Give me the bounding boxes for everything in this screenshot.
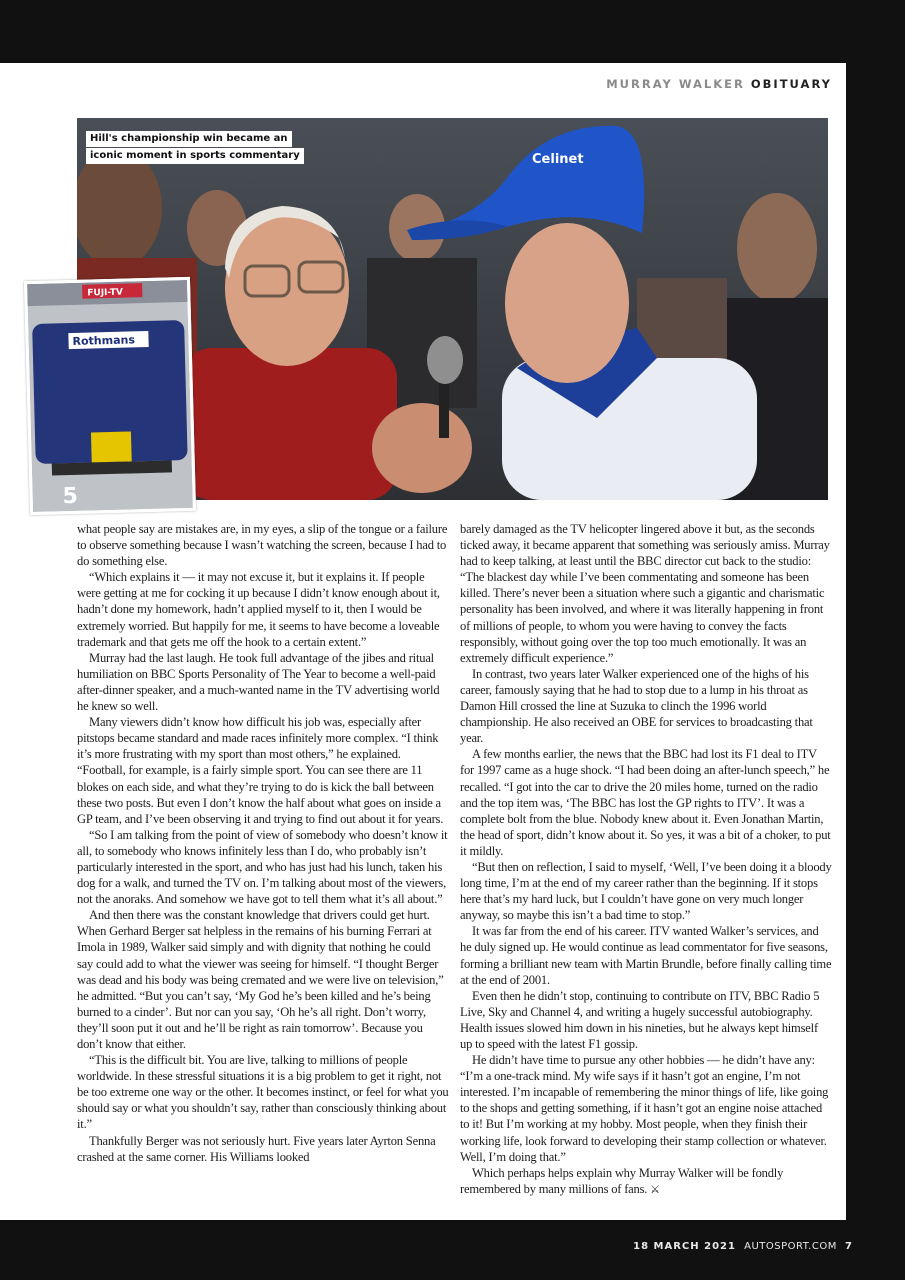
page-number: 7 xyxy=(845,1241,853,1252)
article-column-right xyxy=(460,521,832,1198)
article-paragraph: Thankfully Berger was not seriously hurt. Five years later Ayrton Senna crashed at the same corner. His Williams looked xyxy=(77,1133,436,1164)
microphone-head xyxy=(427,336,463,384)
inset-photo xyxy=(24,277,196,515)
car-sponsor-yellow xyxy=(91,431,132,462)
article-paragraph: Even then he didn’t stop, continuing to contribute on ITV, BBC Radio 5 Live, Sky and Channel 4, and writing a hugely successful autobiography. Health issues slowed him down in his nineties, but he always kept himself up to speed with the latest F1 gossip. xyxy=(460,988,820,1051)
magazine-page xyxy=(0,63,846,1220)
page-footer xyxy=(633,1241,853,1252)
article-paragraph: It was far from the end of his career. ITV wanted Walker’s services, and he duly signed up. He would continue as lead commentator for five seasons, forming a brilliant new team with Martin Brundle, before finally calling time at the end of 2001. xyxy=(460,924,832,987)
issue-date: 18 MARCH 2021 xyxy=(633,1241,736,1252)
end-mark-icon: ⚔ xyxy=(650,1182,660,1196)
article-paragraph: “But then on reflection, I said to myself, ‘Well, I’ve been doing it a bloody long time, I’m at the end of my career rather than the beginning. If it stops here that’s my hard luck, but I couldn’t have gone on very much longer anyway, so maybe this isn’t a bad time to stop.” xyxy=(460,859,832,923)
hand xyxy=(372,403,472,493)
car-sponsor-text: Rothmans xyxy=(72,333,136,348)
article-paragraph xyxy=(460,1165,832,1198)
photo-caption xyxy=(86,131,304,165)
caption-line: Hill's championship win became an xyxy=(86,131,292,147)
article-paragraph: And then there was the constant knowledge that drivers could get hurt. When Gerhard Berger sat helpless in the remains of his burning Ferrari at Imola in 1989, Walker said simply and with dignity that nothing he could say could add to what the viewer was seeing for himself. “I thought Berger was dead and his body was being cremated and we were live on television,” he admitted. “But you can’t say, ‘My God he’s been killed and he’s being burned to a cinder’. But nor can you say, ‘Oh he’s all right. Don’t worry, they’ll soon put it out and he’ll be right as rain tomorrow’. Because you don’t know that either. xyxy=(77,908,444,1051)
blue-cap xyxy=(412,126,644,233)
article-paragraph: Many viewers didn’t know how difficult his job was, especially after pitstops became standard and made races infinitely more complex. “I think it’s more frustrating with my sport than most others,” he explained. “Football, for example, is a fairly simple sport. You can see there are 11 blokes on each side, and what they’re trying to do is kick the ball between these two posts. But even I don’t know the half about what goes on inside a GP team, and I’ve been observing it and trying to find out about it for years. xyxy=(77,715,444,826)
section-header xyxy=(606,77,832,91)
red-shirt xyxy=(182,348,397,500)
header-name: MURRAY WALKER xyxy=(606,77,745,91)
article-column-left xyxy=(77,521,449,1165)
article-paragraph: He didn’t have time to pursue any other hobbies — he didn’t have any: “I’m a one-track mind. My wife says if it hasn’t got an engine, I’m not interested. I’m incapable of remembering the minor things of life, like going to the shops and getting something, if it hasn’t got an engine noise attached to it! But I’m working at my hobby. Most people, when they finish their working life, look forward to developing their stamp collection or whatever. Well, I’m doing that.” xyxy=(460,1053,829,1164)
article-paragraph: barely damaged as the TV helicopter lingered above it but, as the seconds ticked away, it became apparent that something was seriously amiss. Murray had to keep talking, at least until the BBC director cut back to the studio: “The blackest day while I’ve been commentating and someone has been killed. There’s never been a situation where such a gigantic and charismatic personality has been involved, and where it was literally happening in front of millions of people, to whom you were having to convey the facts responsibly, without going over the top too much emotionally. It was an extremely difficult experience.” xyxy=(460,522,830,665)
article-paragraph: Murray had the last laugh. He took full advantage of the jibes and ritual humiliation on BBC Sports Personality of The Year to become a well-paid after-dinner speaker, and a much-wanted name in the TV advertising world he knew so well. xyxy=(77,650,440,714)
article-paragraph: In contrast, two years later Walker experienced one of the highs of his career, famously saying that he had to stop due to a lump in his throat as Damon Hill crossed the line at Suzuka to clinch the 1996 world championship. He also received an OBE for services to broadcasting that year. xyxy=(460,666,813,746)
car-number: 5 xyxy=(62,483,79,510)
caption-line: iconic moment in sports commentary xyxy=(86,148,304,164)
closing-paragraph-text: Which perhaps helps explain why Murray Walker will be fondly remembered by many millions of fans. xyxy=(460,1165,784,1196)
inset-car-illustration xyxy=(27,280,193,512)
article-paragraph: “Which explains it — it may not excuse it, but it explains it. If people were getting at me for cocking it up because I didn’t know enough about it, hadn’t done my homework, hadn’t applied myself to it, then I would be extremely worried. But happily for me, it seems to have become a loveable trademark and that gets me off the hook to a certain extent.” xyxy=(77,570,440,649)
cap-logo-text: Celinet xyxy=(532,152,584,167)
article-paragraph: what people say are mistakes are, in my eyes, a slip of the tongue or a failure to observe something because I wasn’t watching the screen, because I had to do something else. xyxy=(77,522,448,569)
article-paragraph: “So I am talking from the point of view of somebody who doesn’t know it all, to somebody who knows infinitely less than I do, who probably isn’t particularly interested in the sport, and who has just had his lunch, taken his dog for a walk, and turned the TV on. I’m talking about most of the viewers, not the anoraks. And somehow we have got to tell them what it’s all about.” xyxy=(77,827,448,907)
header-section: OBITUARY xyxy=(750,77,832,91)
banner-text: FUJI-TV xyxy=(87,287,124,299)
crowd-figure xyxy=(737,193,817,303)
site-name: AUTOSPORT.COM xyxy=(744,1241,837,1252)
article-paragraph: “This is the difficult bit. You are live, talking to millions of people worldwide. In these stressful situations it is a big problem to get it right, not be too extreme one way or the other. It becomes instinct, or feel for what you should say or what you shouldn’t say, rather than consciously thinking about it.” xyxy=(77,1053,449,1132)
driver-face xyxy=(505,223,629,383)
article-paragraph: A few months earlier, the news that the BBC had lost its F1 deal to ITV for 1997 came as a huge shock. “I had been doing an after-lunch speech,” he recalled. “I got into the car to drive the 20 miles home, turned on the radio and the top item was, ‘The BBC has lost the GP rights to ITV’. It was a complete bolt from the blue. Nobody knew about it. Even Jonathan Martin, the head of sport, didn’t know about it. So yes, it was a bit of a choker, to put it mildly. xyxy=(460,747,831,858)
crowd-figure xyxy=(77,148,162,268)
